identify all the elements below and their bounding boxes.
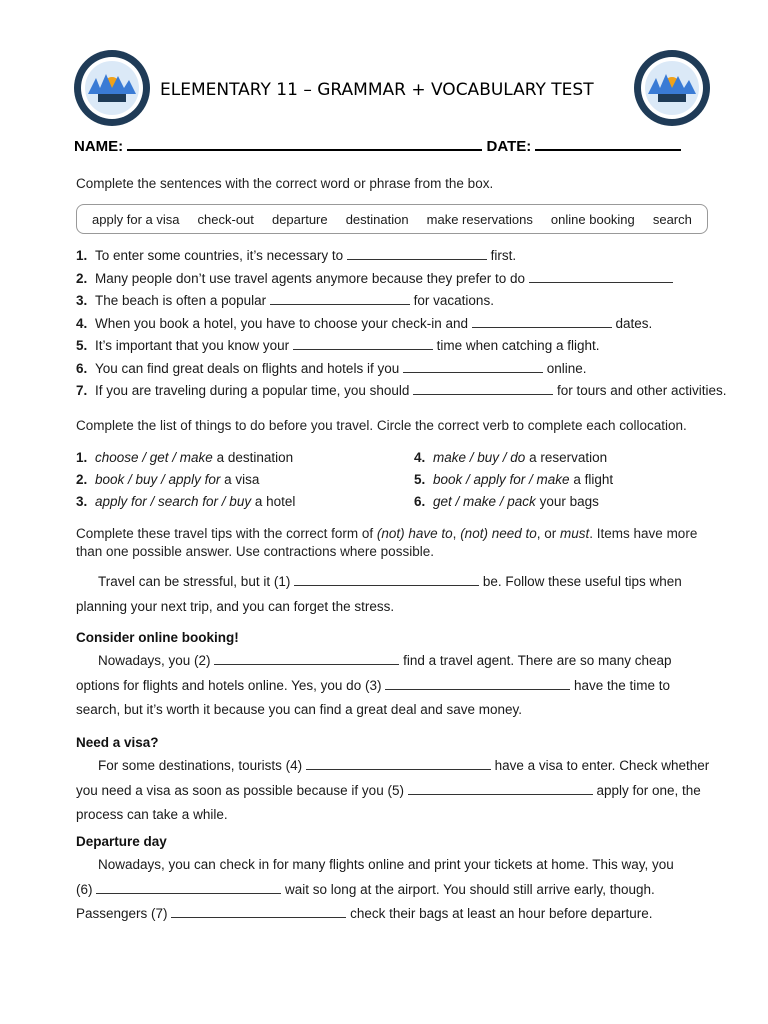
visa-paragraph: For some destinations, tourists (4) have a visa to enter. Check whether you need a visa as soon as possible because if you (5) apply for one, the process can take a while. [76, 758, 710, 822]
word-box-item: destination [345, 211, 409, 227]
answer-blank[interactable] [270, 293, 410, 305]
verb-options[interactable]: book / apply for / make [433, 472, 570, 487]
answer-blank[interactable] [293, 338, 433, 350]
verb-options[interactable]: book / buy / apply for [95, 472, 221, 487]
name-field[interactable] [127, 137, 482, 151]
name-date-line [74, 137, 694, 155]
answer-blank[interactable] [214, 653, 399, 665]
list-item: 5. It’s important that you know your time when catching a flight. [76, 338, 600, 353]
answer-blank[interactable] [413, 383, 553, 395]
word-box-item: departure [271, 211, 328, 227]
verb-options[interactable]: get / make / pack [433, 494, 536, 509]
verb-options[interactable]: apply for / search for / buy [95, 494, 252, 509]
word-box [76, 204, 708, 234]
section3-instruction: Complete these travel tips with the correct form of (not) have to, (not) need to, or must. Items have more than one possible answer. Use contractions where possible. [76, 526, 698, 559]
list-item: 7. If you are traveling during a popular time, you should for tours and other activities. [76, 383, 727, 398]
departure-paragraph: Nowadays, you can check in for many flights online and print your tickets at home. This way, you (6) wait so long at the airport. You should still arrive early, though. Passengers (7) check their bags at least an hour before departure. [76, 857, 674, 921]
verb-options[interactable]: choose / get / make [95, 450, 213, 465]
list-item: 3. apply for / search for / buy a hotel 6. get / make / pack your bags [76, 494, 599, 509]
name-label: NAME: [74, 138, 124, 155]
section1-list [76, 248, 736, 406]
word-box-item: online booking [550, 211, 635, 227]
list-item: 4. When you book a hotel, you have to choose your check-in and dates. [76, 315, 653, 331]
answer-blank[interactable] [347, 248, 487, 260]
answer-blank[interactable] [294, 574, 479, 586]
word-box-item: search [652, 211, 692, 227]
answer-blank[interactable] [385, 678, 570, 690]
section-heading: Consider online booking! [76, 630, 239, 645]
section1-instruction: Complete the sentences with the correct word or phrase from the box. [76, 176, 494, 191]
school-logo [632, 48, 712, 128]
list-item: 1. choose / get / make a destination 4. make / buy / do a reservation [76, 450, 608, 465]
answer-blank[interactable] [403, 361, 543, 373]
online-paragraph: Nowadays, you (2) find a travel agent. There are so many cheap options for flights and hotels online. Yes, you do (3) have the time to search, but it’s worth it because you can find a great deal and save money. [76, 653, 672, 717]
school-logo [72, 48, 152, 128]
section-heading: Need a visa? [76, 735, 159, 750]
answer-blank[interactable] [408, 783, 593, 795]
intro-paragraph: Travel can be stressful, but it (1) be. Follow these useful tips when planning your next trip, and you can forget the stress. [76, 574, 682, 614]
date-label: DATE: [486, 138, 532, 155]
list-item: 6. You can find great deals on flights and hotels if you online. [76, 360, 587, 376]
section-heading: Departure day [76, 834, 167, 849]
word-box-item: apply for a visa [92, 211, 180, 227]
word-box-item: check-out [197, 211, 254, 227]
section2-list [76, 450, 716, 516]
verb-options[interactable]: make / buy / do [433, 450, 526, 465]
section2-instruction: Complete the list of things to do before you travel. Circle the correct verb to complete each collocation. [76, 418, 687, 433]
word-box-item: make reservations [426, 211, 533, 227]
answer-blank[interactable] [96, 882, 281, 894]
page-title: ELEMENTARY 11 – GRAMMAR + VOCABULARY TEST [160, 80, 594, 100]
list-item: 3. The beach is often a popular for vacations. [76, 293, 494, 308]
date-field[interactable] [535, 137, 681, 151]
answer-blank[interactable] [529, 271, 673, 283]
answer-blank[interactable] [306, 758, 491, 770]
list-item: 2. Many people don’t use travel agents anymore because they prefer to do [76, 271, 736, 294]
answer-blank[interactable] [171, 906, 346, 918]
list-item: 2. book / buy / apply for a visa 5. book / apply for / make a flight [76, 472, 614, 487]
list-item: 1. To enter some countries, it’s necessary to first. [76, 248, 517, 263]
answer-blank[interactable] [472, 316, 612, 328]
